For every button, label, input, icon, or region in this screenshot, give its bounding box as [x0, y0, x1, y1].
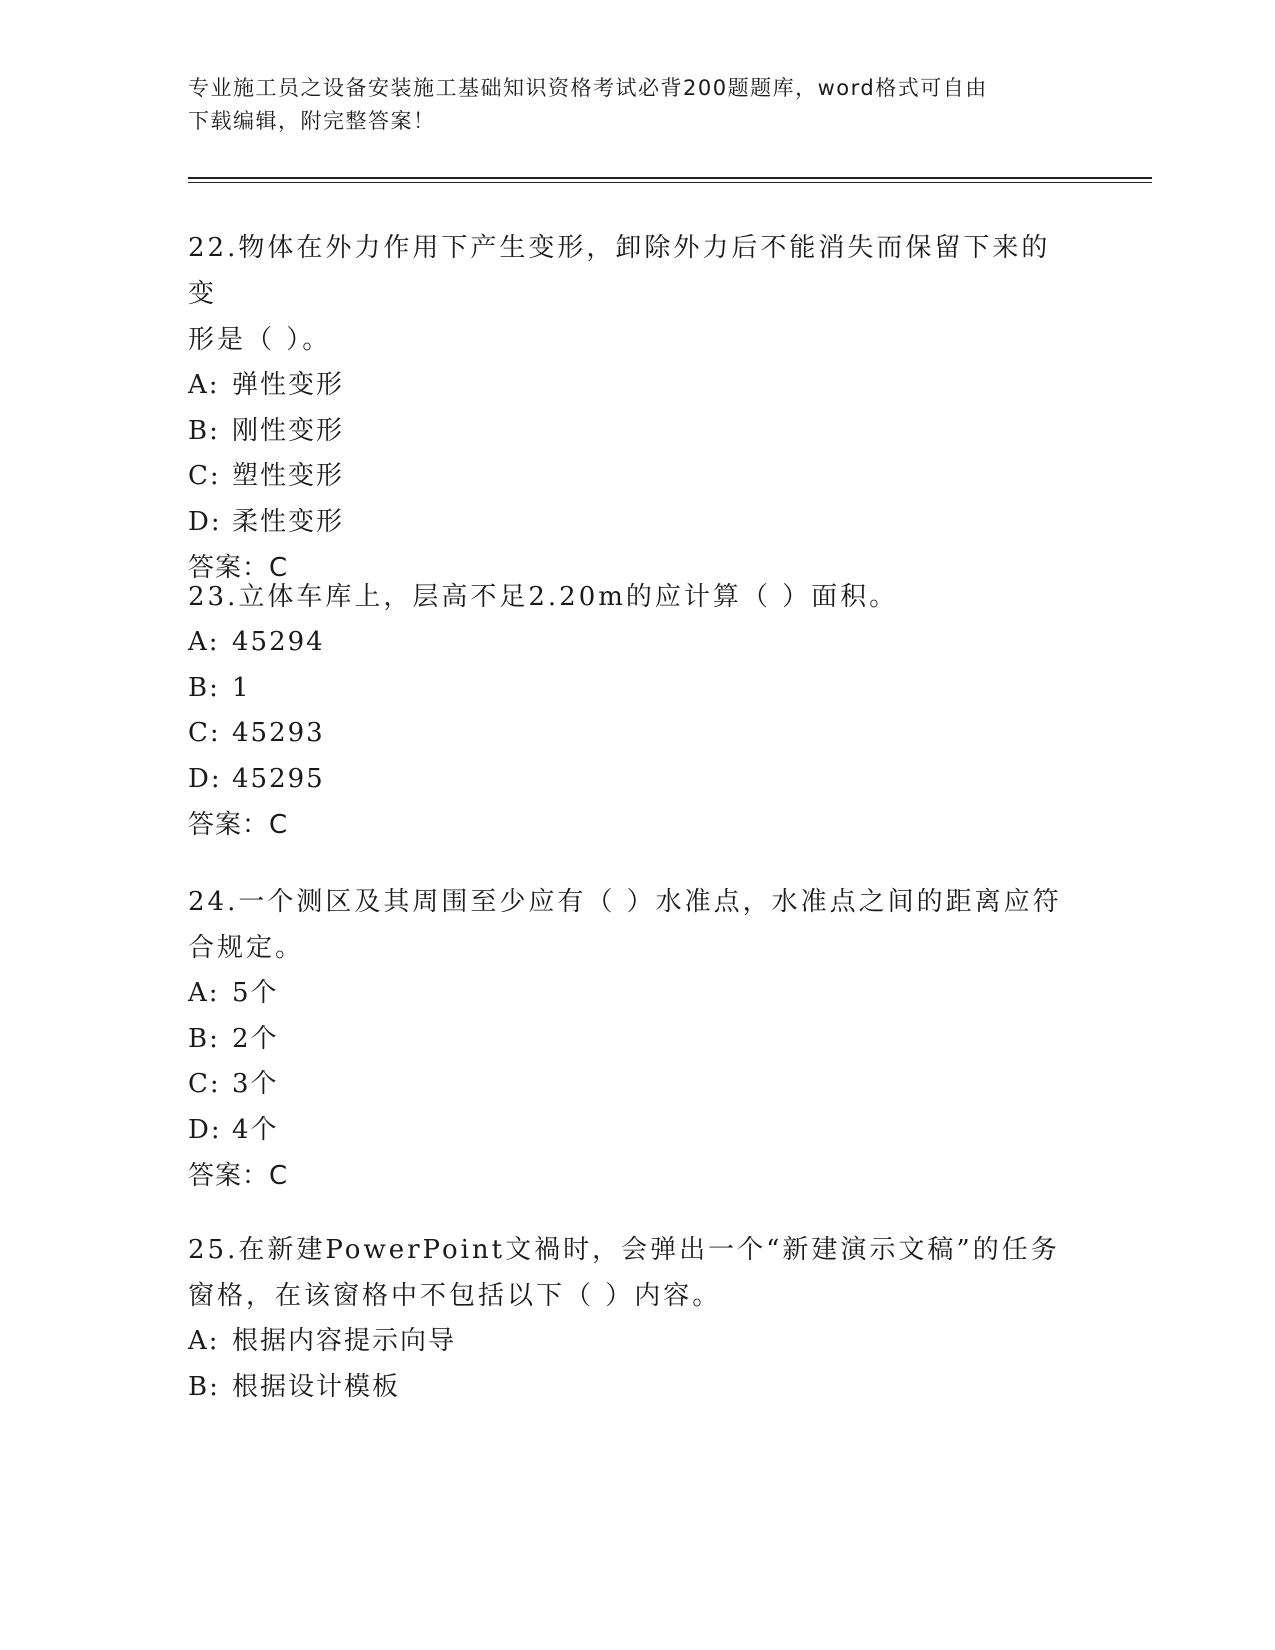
- option-b: [188, 1017, 1068, 1063]
- option-a: [188, 971, 1068, 1017]
- option-letter: A:: [188, 1326, 220, 1356]
- question-text-line-1: 22.物体在外力作用下产生变形，卸除外力后不能消失而保留下来的变: [188, 233, 1051, 309]
- question-text-line-1: 23.立体车库上，层高不足2.20m的应计算（ ）面积。: [188, 582, 899, 612]
- option-text: 45295: [232, 763, 325, 794]
- option-letter: B:: [188, 1023, 220, 1054]
- question-24: [188, 879, 1068, 1199]
- answer-label: 答案：C: [188, 553, 289, 583]
- option-text: 45294: [232, 627, 325, 657]
- option-text: 3个: [232, 1069, 279, 1099]
- question-text-line-1: 24.一个测区及其周围至少应有（ ）水准点，水准点之间的距离应符: [188, 887, 1062, 917]
- option-a: [188, 1319, 1068, 1365]
- option-c: [188, 1062, 1068, 1108]
- option-letter: C:: [188, 461, 221, 491]
- option-d: [188, 1108, 1068, 1154]
- document-header: [188, 72, 1068, 138]
- question-25: [188, 1227, 1068, 1410]
- option-d: [188, 500, 1068, 546]
- option-text: 塑性变形: [232, 461, 345, 491]
- option-letter: A:: [188, 978, 220, 1008]
- option-letter: B:: [188, 672, 220, 703]
- option-b: [188, 1365, 1068, 1411]
- header-line-2: 下载编辑，附完整答案！: [188, 109, 436, 133]
- question-text-line-1: 25.在新建PowerPoint文禍时，会弹出一个“新建演示文稿”的任务: [188, 1235, 1060, 1265]
- question-text-line-2: 形是（ ）。: [188, 325, 332, 355]
- option-text: 45293: [232, 718, 325, 748]
- option-a: [188, 363, 1068, 409]
- option-letter: B:: [188, 1371, 220, 1402]
- answer-label: 答案：C: [188, 1161, 289, 1191]
- question-22: [188, 225, 1068, 591]
- option-letter: C:: [188, 1069, 221, 1099]
- question-23: [188, 574, 1068, 848]
- option-b: [188, 409, 1068, 455]
- option-letter: D:: [188, 1114, 222, 1145]
- option-c: [188, 711, 1068, 757]
- option-letter: A:: [188, 627, 220, 657]
- option-text: 2个: [232, 1023, 279, 1054]
- answer-label: 答案：C: [188, 810, 289, 840]
- option-c: [188, 454, 1068, 500]
- option-text: 刚性变形: [232, 415, 345, 446]
- option-a: [188, 620, 1068, 666]
- header-divider-thick: [188, 177, 1152, 179]
- question-text-line-2: 合规定。: [188, 933, 305, 963]
- header-line-1: 专业施工员之设备安装施工基础知识资格考试必背200题题库，word格式可自由: [188, 76, 988, 100]
- option-b: [188, 666, 1068, 712]
- option-text: 弹性变形: [232, 370, 345, 400]
- option-letter: D:: [188, 763, 222, 794]
- option-d: [188, 757, 1068, 803]
- option-text: 根据设计模板: [232, 1371, 401, 1402]
- option-text: 柔性变形: [232, 506, 345, 537]
- option-letter: D:: [188, 506, 222, 537]
- option-letter: B:: [188, 415, 220, 446]
- option-text: 根据内容提示向导: [232, 1326, 457, 1356]
- option-text: 4个: [232, 1114, 279, 1145]
- option-text: 5个: [232, 978, 279, 1008]
- option-text: 1: [232, 672, 251, 703]
- question-text-line-2: 窗格，在该窗格中不包括以下（ ）内容。: [188, 1281, 722, 1311]
- option-letter: A:: [188, 370, 220, 400]
- option-letter: C:: [188, 718, 221, 748]
- header-divider-thin: [188, 182, 1152, 183]
